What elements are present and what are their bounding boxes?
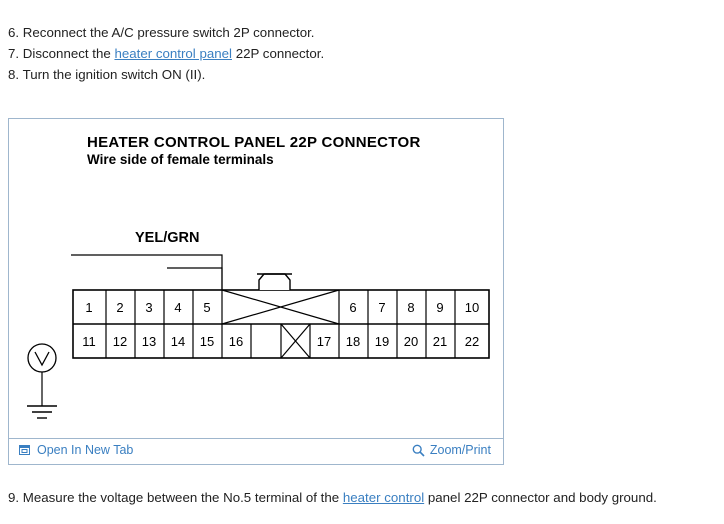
heater-control-panel-link[interactable]: heater control panel — [114, 46, 232, 61]
svg-text:17: 17 — [316, 334, 332, 349]
step-6-number: 6. — [8, 25, 20, 40]
step-9-text-before: Measure the voltage between the No.5 terminal of the — [22, 490, 343, 505]
svg-text:16: 16 — [228, 334, 244, 349]
step-item-6 — [8, 22, 708, 43]
svg-text:2: 2 — [116, 300, 124, 315]
step-item-7 — [8, 43, 708, 64]
new-tab-icon — [19, 444, 31, 456]
step-item-8 — [8, 64, 708, 85]
step-7-text-after: 22P connector. — [232, 46, 325, 61]
svg-text:4: 4 — [174, 300, 182, 315]
step-7-text-before: Disconnect the — [22, 46, 115, 61]
figure-title: HEATER CONTROL PANEL 22P CONNECTOR — [87, 134, 421, 151]
step-8-text: Turn the ignition switch ON (II). — [22, 67, 206, 82]
figure-container — [8, 118, 504, 465]
voltmeter-and-ground-svg — [19, 334, 79, 439]
svg-text:18: 18 — [345, 334, 361, 349]
svg-text:12: 12 — [112, 334, 128, 349]
step-7-number: 7. — [8, 46, 20, 61]
svg-text:3: 3 — [145, 300, 153, 315]
step-8-number: 8. — [8, 67, 20, 82]
magnifier-icon — [412, 444, 425, 457]
heater-control-link[interactable]: heater control — [342, 490, 425, 505]
step-9-number: 9. — [8, 490, 20, 505]
svg-text:11: 11 — [82, 334, 96, 349]
svg-text:7: 7 — [378, 300, 386, 315]
svg-text:14: 14 — [170, 334, 186, 349]
figure-diagram — [9, 119, 503, 439]
svg-text:1: 1 — [85, 300, 93, 315]
step-9-text-after: panel 22P connector and body ground. — [424, 490, 657, 505]
svg-text:21: 21 — [432, 334, 448, 349]
connector-latch — [257, 274, 292, 290]
harness-outline — [167, 268, 222, 290]
svg-text:6: 6 — [349, 300, 357, 315]
svg-text:10: 10 — [464, 300, 480, 315]
svg-text:8: 8 — [407, 300, 415, 315]
open-in-new-tab-button[interactable] — [19, 443, 133, 457]
step-6-text: Reconnect the A/C pressure switch 2P connector. — [22, 25, 315, 40]
open-in-new-tab-label: Open In New Tab — [37, 443, 134, 457]
svg-text:20: 20 — [403, 334, 419, 349]
wire-color-label: YEL/GRN — [135, 230, 200, 246]
svg-text:13: 13 — [141, 334, 157, 349]
voltmeter-circle — [28, 344, 56, 372]
svg-text:5: 5 — [203, 300, 211, 315]
steps-list-top — [8, 22, 708, 85]
zoom-print-label: Zoom/Print — [429, 443, 491, 457]
figure-subtitle: Wire side of female terminals — [87, 152, 274, 167]
figure-footer — [9, 438, 503, 464]
svg-text:19: 19 — [374, 334, 390, 349]
connector-diagram-svg — [71, 250, 491, 450]
svg-text:15: 15 — [199, 334, 215, 349]
svg-text:22: 22 — [464, 334, 480, 349]
svg-text:9: 9 — [436, 300, 444, 315]
ground-symbol — [27, 406, 57, 418]
step-item-9 — [8, 488, 657, 508]
zoom-print-button[interactable] — [412, 443, 491, 457]
